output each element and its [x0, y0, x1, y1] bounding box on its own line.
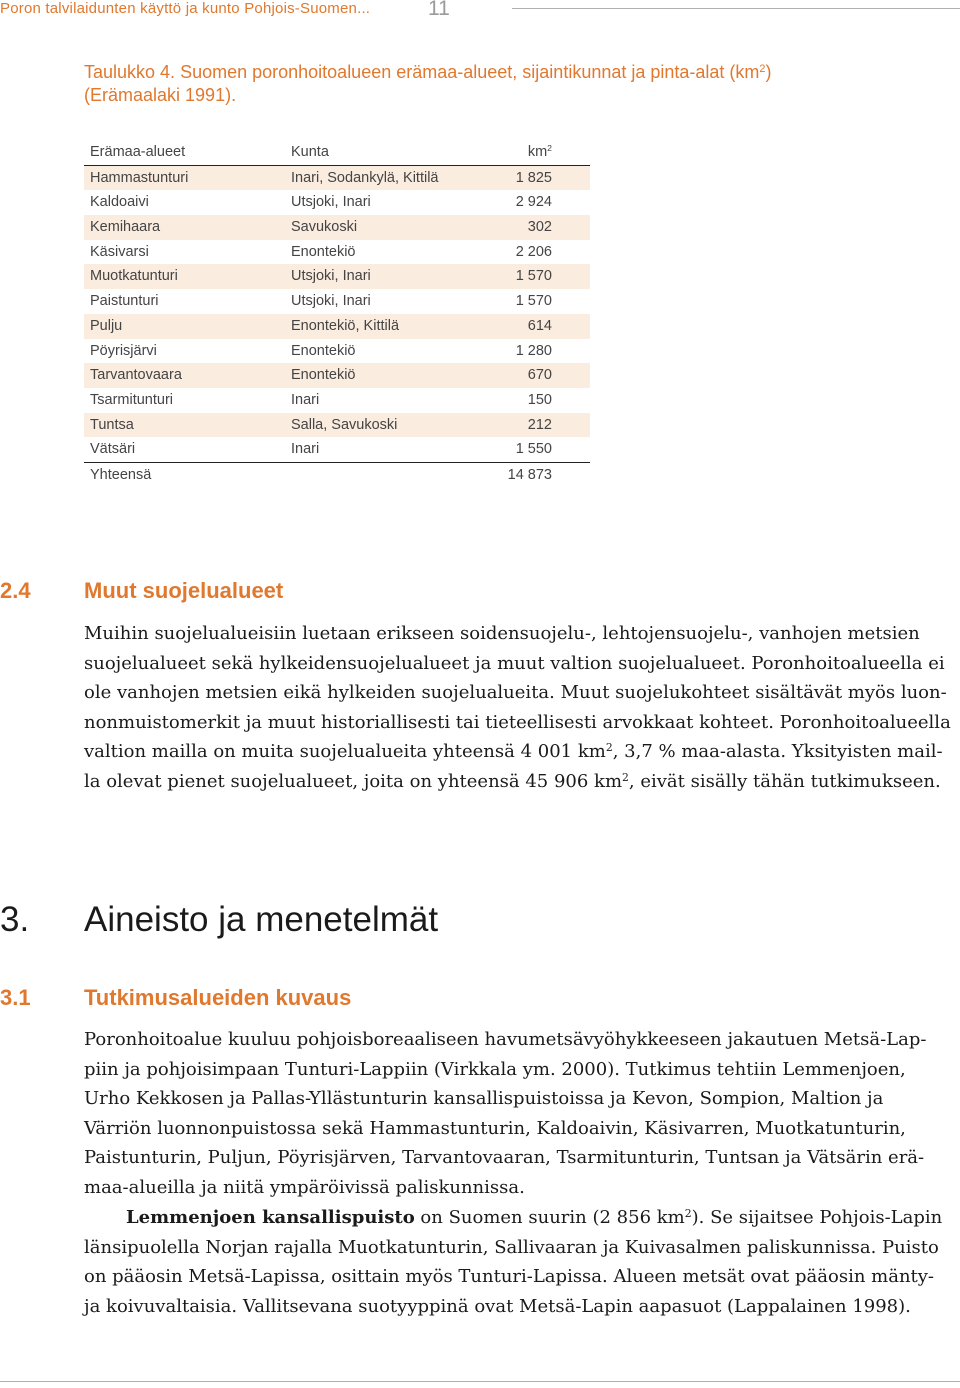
area-cell: Hammastunturi: [90, 169, 189, 186]
area-cell: Käsivarsi: [90, 243, 149, 260]
area-km2-cell: 2 206: [515, 243, 552, 260]
text-line: la olevat pienet suojelualueet, joita on yhteensä 45 906 $km^2$, eivät sisälly tähän tutkimukseen.: [84, 770, 941, 792]
kunta-cell: Enontekiö: [291, 243, 356, 260]
chapter-title: Aineisto ja menetelmät: [84, 900, 439, 939]
page-header: [0, 0, 960, 28]
section-title: Tutkimusalueiden kuvaus: [84, 985, 352, 1010]
table-total-row: [84, 463, 590, 488]
total-label: Yhteensä: [90, 466, 152, 483]
section-title: Muut suojelualueet: [84, 578, 284, 603]
kunta-cell: Enontekiö: [291, 342, 356, 359]
area-cell: Pulju: [90, 317, 123, 334]
text-line: Urho Kekkosen ja Pallas-Yllästunturin kansallispuistoissa ja Kevon, Sompion, Maltion ja: [84, 1088, 884, 1109]
text-line: länsipuolella Norjan rajalla Muotkatunturin, Sallivaaran ja Kuivasalmen paliskunnissa. Puisto: [84, 1236, 939, 1258]
header-cell: Erämaa-alueet: [90, 144, 186, 160]
table-row: [84, 388, 590, 413]
text-line: ja koivuvaltaisia. Vallitsevana suotyyppinä ovat Metsä-Lapin aapasuot (Lappalainen 1998).: [84, 1295, 911, 1317]
table-caption: [84, 61, 884, 107]
table-row: [84, 437, 590, 463]
caption-label: Taulukko 4.: [84, 62, 176, 82]
area-cell: Kaldoaivi: [90, 194, 149, 211]
area-cell: Tarvantovaara: [90, 367, 182, 384]
area-cell: Tsarmitunturi: [90, 391, 173, 408]
area-cell: Tuntsa: [90, 416, 134, 433]
kunta-cell: Inari: [291, 391, 320, 408]
table-header-row: [84, 140, 590, 166]
text-line: Lemmenjoen kansallispuisto on Suomen suurin (2 856 $km^2$). Se sijaitsee Pohjois-Lapin: [126, 1207, 943, 1228]
total-value: 14 873: [507, 466, 552, 483]
area-km2-cell: 302: [527, 219, 552, 236]
area-km2-cell: 1 280: [515, 342, 552, 359]
paragraph-suojelualueet: [84, 619, 951, 796]
table-row: [84, 215, 590, 240]
table-row: [84, 166, 590, 191]
running-title: Poron talvilaidunten käyttö ja kunto Pohjois-Suomen...: [0, 0, 371, 17]
header-rule: [512, 8, 960, 9]
table-body: [84, 166, 590, 463]
kunta-cell: Utsjoki, Inari: [291, 268, 371, 285]
section-number: 3.1: [0, 985, 31, 1010]
text-line: Värriön luonnonpuistossa sekä Hammastunturin, Kaldoaivin, Käsivarren, Muotkatunturin,: [84, 1117, 906, 1139]
area-km2-cell: 1 570: [515, 293, 552, 310]
table-row: [84, 363, 590, 388]
header-cell: $km^2$: [527, 143, 552, 160]
area-km2-cell: 1 825: [515, 169, 552, 186]
caption-text-end: ): [765, 62, 772, 82]
area-km2-cell: 670: [527, 367, 552, 384]
area-km2-cell: 2 924: [515, 194, 552, 211]
page-number: 11: [428, 0, 450, 20]
paragraph-poronhoitoalue: [84, 1025, 927, 1202]
table-row: [84, 314, 590, 339]
area-km2-cell: 614: [527, 317, 552, 334]
wilderness-table: [84, 140, 590, 488]
text-line: Paistunturin, Puljun, Pöyrisjärven, Tarvantovaaran, Tsarmitunturin, Tuntsan ja Vätsärin erä-: [84, 1147, 925, 1168]
area-km2-cell: 1 550: [515, 441, 552, 458]
table-row: [84, 264, 590, 289]
area-cell: Paistunturi: [90, 293, 159, 310]
caption-sup: 2: [759, 63, 766, 76]
kunta-cell: Enontekiö, Kittilä: [291, 317, 400, 334]
bold-term: Lemmenjoen kansallispuisto: [126, 1207, 415, 1228]
kunta-cell: Enontekiö: [291, 367, 356, 384]
table-row: [84, 339, 590, 364]
kunta-cell: Inari: [291, 441, 320, 458]
text-line: Poronhoitoalue kuuluu pohjoisboreaaliseen havumetsävyöhykkeeseen jakautuen Metsä-Lap-: [84, 1029, 927, 1050]
area-cell: Pöyrisjärvi: [90, 342, 157, 359]
area-km2-cell: 150: [527, 391, 552, 408]
caption-text: Suomen poronhoitoalueen erämaa-alueet, sijaintikunnat ja pinta-alat (km: [175, 62, 760, 82]
text-line: nonmuistomerkit ja muut historiallisesti tai tieteellisesti arvokkaat kohteet. Poronhoitoalueella: [84, 711, 951, 733]
table-row: [84, 413, 590, 438]
table-row: [84, 240, 590, 265]
text-line: maa-alueilla ja niitä ympäröivissä paliskunnissa.: [84, 1176, 525, 1198]
caption-line-2: (Erämaalaki 1991).: [84, 85, 237, 105]
paragraph-lemmenjoki: [84, 1203, 943, 1321]
text-line: valtion mailla on muita suojelualueita yhteensä 4 001 $km^2$, 3,7 % maa-alasta. Yksityisten mail-: [84, 741, 943, 762]
section-number: 2.4: [0, 578, 31, 603]
text-line: suojelualueet sekä hylkeidensuojelualueet ja muut valtion suojelualueet. Poronhoitoalueella ei: [84, 652, 945, 674]
kunta-cell: Salla, Savukoski: [291, 416, 398, 433]
header-cell: Kunta: [291, 144, 329, 160]
kunta-cell: Savukoski: [291, 219, 358, 236]
text-line: on pääosin Metsä-Lapissa, osittain myös Tunturi-Lapissa. Alueen metsät ovat pääosin mänty-: [84, 1266, 935, 1287]
text-line: piin ja pohjoisimpaan Tunturi-Lappiin (Virkkala ym. 2000). Tutkimus tehtiin Lemmenjoen,: [84, 1058, 906, 1080]
area-cell: Kemihaara: [90, 219, 161, 236]
kunta-cell: Inari, Sodankylä, Kittilä: [291, 169, 439, 186]
kunta-cell: Utsjoki, Inari: [291, 194, 371, 211]
table-row: [84, 289, 590, 314]
area-cell: Muotkatunturi: [90, 268, 178, 285]
text-line: ole vanhojen metsien eikä hylkeiden suojelualueita. Muut suojelukohteet sisältävät myös luon-: [84, 682, 947, 703]
chapter-number: 3.: [0, 900, 30, 939]
area-cell: Vätsäri: [90, 441, 136, 458]
area-km2-cell: 212: [527, 416, 552, 433]
kunta-cell: Utsjoki, Inari: [291, 293, 371, 310]
area-km2-cell: 1 570: [515, 268, 552, 285]
footer-rule: [0, 1381, 960, 1382]
table-row: [84, 190, 590, 215]
text-line: Muihin suojelualueisiin luetaan erikseen soidensuojelu-, lehtojensuojelu-, vanhojen metsien: [84, 623, 920, 644]
